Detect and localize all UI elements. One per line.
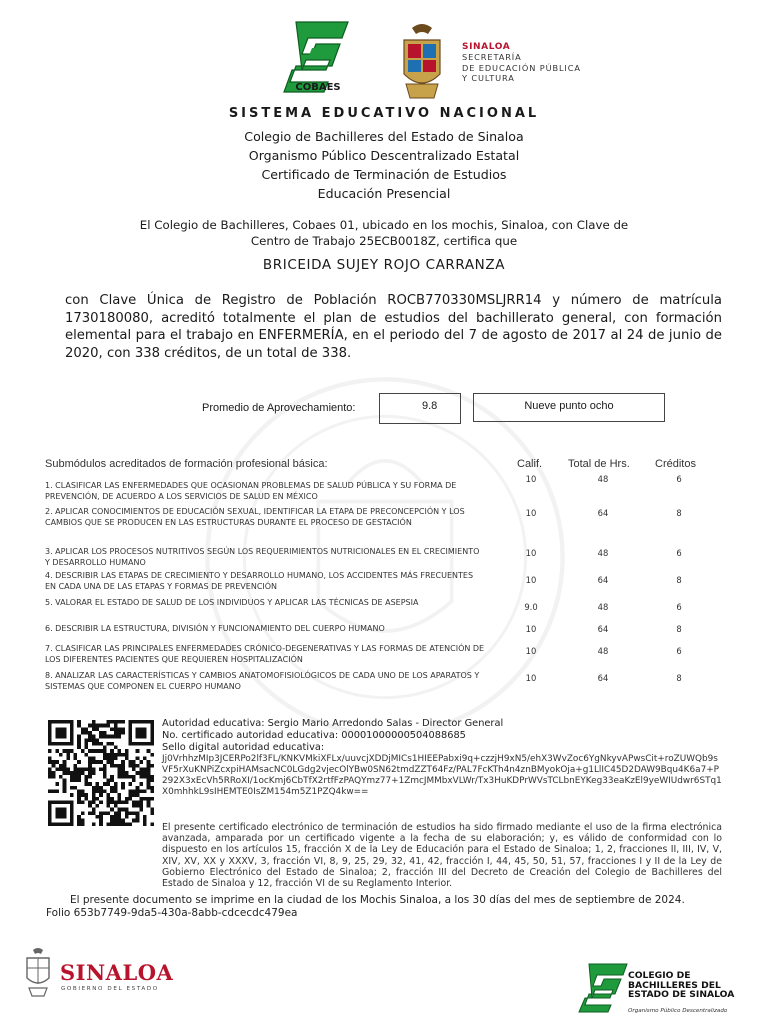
- submodule-hours: 64: [597, 508, 609, 518]
- submodule-name: 3. APLICAR LOS PROCESOS NUTRITIVOS SEGÚN LOS REQUERIMIENTOS NUTRICIONALES EN EL CRECIMIENTO Y DESARROLLO HUMANO: [45, 547, 480, 567]
- submodule-name: 4. DESCRIBIR LAS ETAPAS DE CRECIMIENTO Y DESARROLLO HUMANO, LOS ACCIDENTES MÁS FRECUENTES EN CADA UNA DE LAS ETAPAS Y FORMAS DE PREVENCIÓN: [45, 571, 474, 591]
- submodule-name: 7. CLASIFICAR LAS PRINCIPALES ENFERMEDADES CRÓNICO-DEGENERATIVAS Y LAS FORMAS DE ATENCIÓN DE LOS DIFERENTES PACIENTES QUE REQUIEREN HOSPITALIZACIÓN: [45, 644, 485, 664]
- certificate-text: con Clave Única de Registro de Población ROCB770330MSLJRR14 y número de matrícula 1730180080, acreditó totalmente el plan de estudios del bachillerato general, con formación elemental para el trabajo en ENFERMERÍA, en el periodo del 7 de agosto de 2017 al 24 de junio de 2020, con 338 créditos, de un total de 338.: [65, 293, 722, 361]
- submodule-grade: 9.0: [524, 602, 538, 612]
- seal-label: Sello digital autoridad educativa:: [162, 742, 325, 753]
- average-label: Promedio de Aprovechamiento:: [202, 402, 356, 414]
- submodule-hours: 64: [597, 624, 609, 634]
- column-grade-header: Calif.: [517, 458, 543, 470]
- gobierno-seal-icon: [24, 946, 52, 998]
- institution-line-3: Certificado de Terminación de Estudios: [261, 167, 507, 182]
- submodule-name: 2. APLICAR CONOCIMIENTOS DE EDUCACIÓN SEXUAL, IDENTIFICAR LA ETAPA DE PRECONCEPCIÓN Y LOS CAMBIOS QUE SE PRODUCEN EN LAS ESTRUCTURAS DURANTE EL PROCESO DE GESTACIÓN: [45, 507, 465, 527]
- submodule-name: 5. VALORAR EL ESTADO DE SALUD DE LOS INDIVIDUOS Y APLICAR LAS TÉCNICAS DE ASEPSIA: [45, 598, 419, 607]
- sep-line-1: SECRETARÍA: [462, 52, 522, 62]
- submodule-grade: 10: [525, 575, 537, 585]
- institution-line-2: Organismo Público Descentralizado Estatal: [248, 148, 520, 163]
- issued-statement: El presente documento se imprime en la ciudad de los Mochis Sinaloa, a los 30 días del mes de septiembre de 2024.: [70, 894, 685, 906]
- student-name: BRICEIDA SUJEY ROJO CARRANZA: [262, 257, 506, 273]
- submodule-hours: 64: [597, 575, 609, 585]
- submodule-credits: 8: [676, 673, 682, 683]
- cobaes-footer-line-3: ESTADO DE SINALOA: [628, 989, 735, 1001]
- submodule-name: 8. ANALIZAR LAS CARACTERÍSTICAS Y CAMBIOS ANATOMOFISIOLÓGICOS DE CADA UNO DE LOS APARATOS Y SISTEMAS QUE COMPONEN EL CUERPO HUMANO: [45, 671, 480, 691]
- submodule-credits: 6: [676, 646, 682, 656]
- submodule-grade: 10: [525, 624, 537, 634]
- institution-line-1: Colegio de Bachilleres del Estado de Sinaloa: [244, 129, 524, 144]
- cobaes-footer-line-1: COLEGIO DE: [628, 970, 691, 981]
- average-words: Nueve punto ocho: [473, 393, 665, 422]
- column-credits-header: Créditos: [655, 458, 696, 470]
- sep-line-3: Y CULTURA: [462, 73, 515, 83]
- column-hours-header: Total de Hrs.: [568, 458, 630, 470]
- average-value: 9.8: [379, 393, 461, 424]
- submodule-hours: 48: [597, 646, 609, 656]
- folio: Folio 653b7749-9da5-430a-8abb-cdcecdc479ea: [46, 907, 298, 919]
- submodule-hours: 64: [597, 673, 609, 683]
- cobaes-footer-logo-icon: [577, 962, 629, 1016]
- digital-seal-value: Jj0VrhhzMIp3JCERPo2lf3FL/KNKVMkiXFLx/uuvcjXDDjMICs1HIEEPabxi9q+czzjH9xN5/ehX3WvZoc6YgNkyvAPwsCit+roZUWQb9sVF5rXuKNPiZcxpiHAMsacNC0LGdg2vjecOlYBw0SN62tmdZZT64Fz/PAL7FcKTh4n4znBMyokOja+g1LlIC45D2DAW9Bqu4K6a7+P292X3xEcVh5RRoXI/1ocKmj6CbTfX2rtfFzPAQYmz77+1ZmcJMMbxVLWr/Tx3HuKDPrWVsTCLbnEYKeg33eaKzEl9yeWIUdwr6STq1X0mhhkL9sIHEMTE0IsZM154m5Z1PZQ4kw==: [162, 754, 722, 797]
- submodule-grade: 10: [525, 673, 537, 683]
- submodule-credits: 6: [676, 548, 682, 558]
- submodule-name: 1. CLASIFICAR LAS ENFERMEDADES QUE OCASIONAN PROBLEMAS DE SALUD PÚBLICA Y SU FORMA DE PREVENCIÓN, DE ACUERDO A LOS SERVICIOS DE SALUD EN MÉXICO: [45, 481, 457, 501]
- sep-line-2: DE EDUCACIÓN PÚBLICA: [462, 62, 581, 73]
- sep-sinaloa: SINALOA: [462, 42, 511, 52]
- sinaloa-seal-icon: [398, 18, 446, 104]
- submodule-hours: 48: [597, 602, 609, 612]
- submodule-grade: 10: [525, 474, 537, 484]
- authority-line: Autoridad educativa: Sergio Mario Arredondo Salas - Director General: [162, 718, 504, 729]
- submodule-credits: 6: [676, 474, 682, 484]
- submodule-grade: 10: [525, 548, 537, 558]
- submodule-credits: 8: [676, 508, 682, 518]
- cobaes-label: COBAES: [295, 82, 341, 93]
- document-title: SISTEMA EDUCATIVO NACIONAL: [228, 106, 540, 121]
- intro-text: El Colegio de Bachilleres, Cobaes 01, ubicado en los mochis, Sinaloa, con Clave de Centro de Trabajo 25ECB0018Z, certifica que: [139, 218, 629, 248]
- submodule-grade: 10: [525, 646, 537, 656]
- submodules-heading: Submódulos acreditados de formación profesional básica:: [45, 458, 328, 470]
- submodule-credits: 6: [676, 602, 682, 612]
- submodule-grade: 10: [525, 508, 537, 518]
- submodule-credits: 8: [676, 624, 682, 634]
- cobaes-footer-subtitle: Organismo Público Descentralizado: [628, 1008, 728, 1014]
- submodule-name: 6. DESCRIBIR LA ESTRUCTURA, DIVISIÓN Y FUNCIONAMIENTO DEL CUERPO HUMANO: [45, 624, 385, 633]
- gobierno-subtitle: GOBIERNO DEL ESTADO: [61, 986, 159, 992]
- cobaes-footer-line-2: BACHILLERES DEL: [628, 979, 721, 991]
- gobierno-sinaloa-name: SINALOA: [60, 960, 174, 985]
- sep-logo-text: [462, 42, 581, 84]
- qr-code-icon: [48, 720, 154, 826]
- submodule-credits: 8: [676, 575, 682, 585]
- submodule-hours: 48: [597, 548, 609, 558]
- legal-text: El presente certificado electrónico de terminación de estudios ha sido firmado mediante el uso de la firma electrónica avanzada, amparada por un certificado vigente a la fecha de su elaboración; y, es válido de conformidad con lo dispuesto en los artículos 15, fracción X de la Ley de Educación para el Estado de Sinaloa; 1, 2, fracciones II, III, IV, V, XIV, XV, XX y XXXV, 3, fracción VI, 8, 9, 25, 29, 32, 41, 42, fracción I, 44, 45, 50, 51, 57, fracciones I y II de la Ley de Gobierno Electrónico del Estado de Sinaloa; 2, fracción III del Decreto de Creación del Colegio de Bachilleres del Estado de Sinaloa y 12, fracción VI de su Reglamento Interior.: [162, 822, 722, 890]
- submodule-hours: 48: [597, 474, 609, 484]
- certificate-number: No. certificado autoridad educativa: 00001000000504088685: [162, 730, 466, 741]
- cobaes-footer-name: [628, 971, 734, 1000]
- institution-line-4: Educación Presencial: [317, 186, 451, 201]
